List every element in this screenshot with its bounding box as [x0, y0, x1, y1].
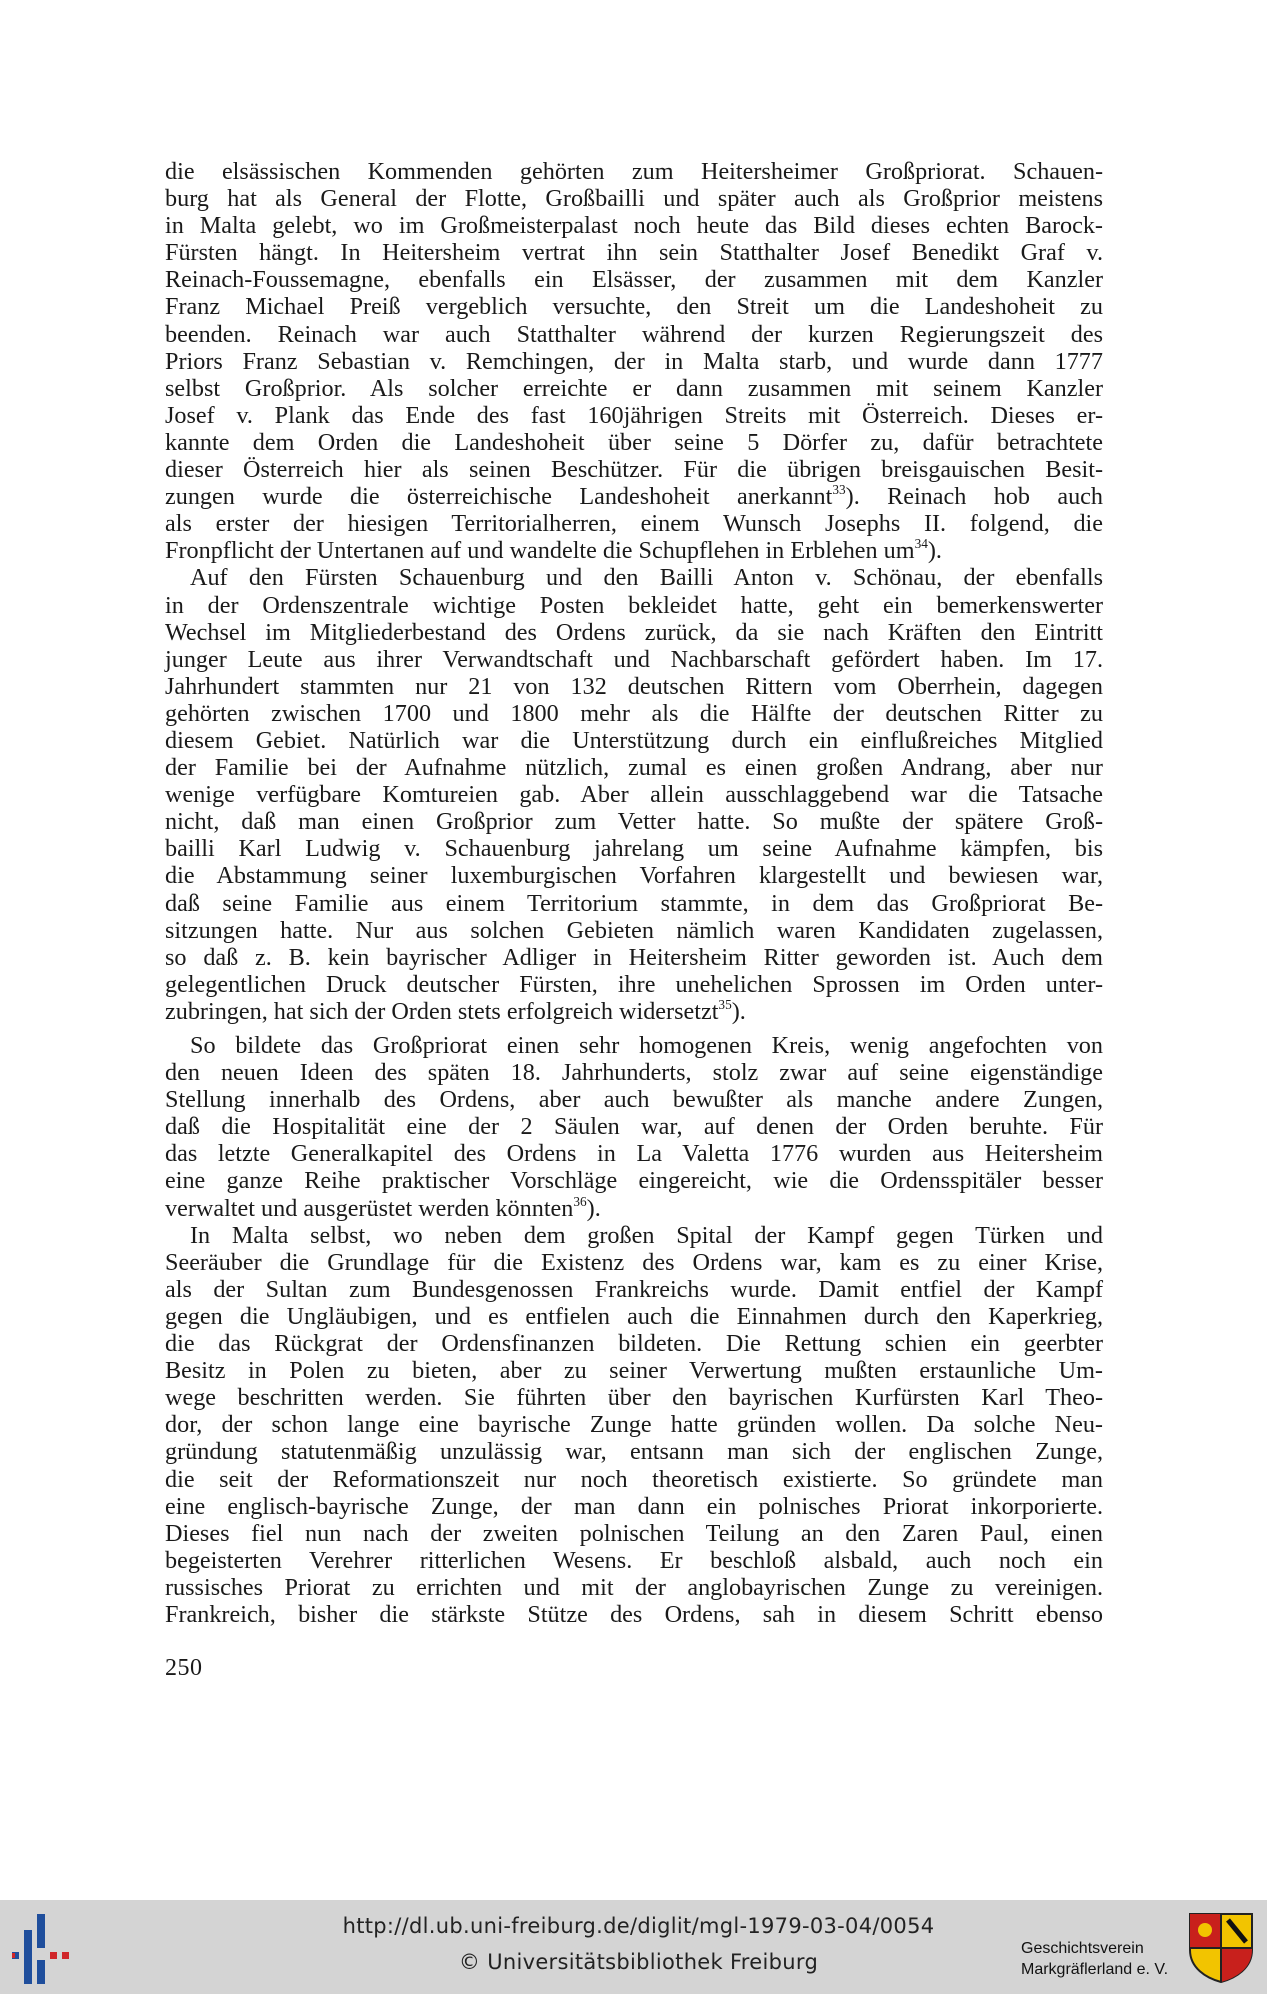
text-line [165, 429, 1103, 456]
line-text: Reinach-Foussemagne, ebenfalls ein Elsässer, der zusammen mit dem Kanzler [165, 266, 1103, 294]
text-line [165, 862, 1103, 889]
line-text: Auf den Fürsten Schauenburg und den Bailli Anton v. Schönau, der ebenfalls [190, 564, 1103, 592]
line-text: verwaltet und ausgerüstet werden könnten [165, 1194, 574, 1222]
text-line [165, 293, 1103, 320]
source-url[interactable]: http://dl.ub.uni-freiburg.de/diglit/mgl-1979-03-04/0054 [342, 1914, 935, 1938]
text-line [165, 1411, 1103, 1438]
text-line [165, 619, 1103, 646]
line-text: gegen die Ungläubigen, und es entfielen auch die Einnahmen durch den Kaperkrieg, [165, 1302, 1103, 1330]
line-text-after: ). [586, 1194, 601, 1222]
line-text: beenden. Reinach war auch Statthalter während der kurzen Regierungszeit des [165, 320, 1103, 348]
line-text: daß seine Familie aus einem Territorium stammte, in dem das Großpriorat Be- [165, 889, 1103, 917]
text-line [165, 1032, 1103, 1059]
text-line [165, 1249, 1103, 1276]
text-line [165, 1276, 1103, 1303]
line-text: Fronpflicht der Untertanen auf und wandelte die Schupflehen in Erblehen um [165, 537, 915, 565]
footer-bar [0, 1900, 1267, 1994]
footnote-ref: 36 [573, 1193, 587, 1209]
text-line [165, 212, 1103, 239]
text-line [165, 1330, 1103, 1357]
line-text: So bildete das Großpriorat einen sehr homogenen Kreis, wenig angefochten von [190, 1032, 1103, 1059]
text-line [165, 835, 1103, 862]
text-line [165, 1520, 1103, 1547]
line-text: In Malta selbst, wo neben dem großen Spital der Kampf gegen Türken und [190, 1221, 1103, 1249]
line-text: begeisterten Verehrer ritterlichen Wesens. Er beschloß alsbald, auch noch ein [165, 1546, 1103, 1574]
line-text-after: ). [731, 997, 746, 1025]
line-text: bailli Karl Ludwig v. Schauenburg jahrelang um seine Aufnahme kämpfen, bis [165, 835, 1103, 863]
text-line [165, 402, 1103, 429]
text-line [165, 185, 1103, 212]
text-line [165, 1574, 1103, 1601]
line-text: wege beschritten werden. Sie führten über den bayrischen Kurfürsten Karl Theo- [165, 1384, 1103, 1412]
line-text: Stellung innerhalb des Ordens, aber auch bewußter als manche andere Zungen, [165, 1086, 1103, 1114]
text-line [165, 808, 1103, 835]
coat-of-arms-icon [1188, 1912, 1254, 1984]
text-line [165, 1547, 1103, 1574]
line-text: in der Ordenszentrale wichtige Posten bekleidet hatte, geht ein bemerkenswerter [165, 591, 1103, 619]
text-line [165, 673, 1103, 700]
text-line [165, 1493, 1103, 1520]
line-text: diesem Gebiet. Natürlich war die Unterstützung durch ein einflußreiches Mitglied [165, 726, 1103, 754]
line-text: als der Sultan zum Bundesgenossen Frankreichs wurde. Damit entfiel der Kampf [165, 1275, 1103, 1303]
text-line [165, 592, 1103, 619]
copyright-notice: © Universitätsbibliothek Freiburg [458, 1950, 819, 1974]
line-text: selbst Großprior. Als solcher erreichte er dann zusammen mit seinem Kanzler [165, 374, 1103, 402]
text-line [165, 998, 1103, 1025]
footnote-ref: 35 [718, 996, 732, 1012]
line-text: zungen wurde die österreichische Landeshoheit anerkannt [165, 483, 833, 511]
text-line [165, 1303, 1103, 1330]
text-line [165, 971, 1103, 998]
body-text [165, 158, 1103, 1628]
text-line [165, 483, 1103, 510]
line-text: zubringen, hat sich der Orden stets erfolgreich widersetzt [165, 997, 719, 1025]
line-text: Priors Franz Sebastian v. Remchingen, der in Malta starb, und wurde dann 1777 [165, 347, 1103, 375]
text-line [165, 727, 1103, 754]
text-line [165, 348, 1103, 375]
text-line [165, 754, 1103, 781]
line-text: Josef v. Plank das Ende des fast 160jährigen Streits mit Österreich. Dieses er- [165, 401, 1103, 429]
text-line [165, 1167, 1103, 1194]
line-text: daß die Hospitalität eine der 2 Säulen war, auf denen der Orden beruhte. Für [165, 1113, 1103, 1141]
text-line [165, 1222, 1103, 1249]
text-line [165, 1466, 1103, 1493]
text-line [165, 1086, 1103, 1113]
text-line [165, 1140, 1103, 1167]
text-line [165, 1384, 1103, 1411]
line-text: nicht, daß man einen Großprior zum Vetter hatte. So mußte der spätere Groß- [165, 808, 1103, 836]
line-text: die seit der Reformationszeit nur noch theoretisch existierte. So gründete man [165, 1465, 1103, 1493]
line-text: wenige verfügbare Komtureien gab. Aber allein ausschlaggebend war die Tatsache [165, 781, 1103, 809]
text-line [165, 1059, 1103, 1086]
line-text: Besitz in Polen zu bieten, aber zu seiner Verwertung mußten erstaunliche Um- [165, 1357, 1103, 1385]
line-text: Dieses fiel nun nach der zweiten polnischen Teilung an den Zaren Paul, einen [165, 1519, 1103, 1547]
text-line [165, 456, 1103, 483]
line-text: die Abstammung seiner luxemburgischen Vorfahren klargestellt und bewiesen war, [165, 862, 1103, 890]
line-text: russisches Priorat zu errichten und mit der anglobayrischen Zunge zu vereinigen. [165, 1573, 1103, 1601]
line-text: als erster der hiesigen Territorialherren, einem Wunsch Josephs II. folgend, die [165, 510, 1103, 538]
text-line [165, 1357, 1103, 1384]
text-line [165, 375, 1103, 402]
line-text: junger Leute aus ihrer Verwandtschaft und Nachbarschaft gefördert haben. Im 17. [165, 645, 1103, 673]
line-text: in Malta gelebt, wo im Großmeisterpalast noch heute das Bild dieses echten Barock- [165, 212, 1103, 240]
line-text: Seeräuber die Grundlage für die Existenz des Ordens war, kam es zu einer Krise, [165, 1248, 1103, 1276]
line-text: sitzungen hatte. Nur aus solchen Gebieten nämlich waren Kandidaten zugelassen, [165, 916, 1103, 944]
line-text: kannte dem Orden die Landeshoheit über seine 5 Dörfer zu, dafür betrachtete [165, 428, 1103, 456]
text-line [165, 1113, 1103, 1140]
text-line [165, 1601, 1103, 1628]
line-text-after: ). Reinach hob auch [845, 483, 1103, 511]
line-text: eine ganze Reihe praktischer Vorschläge eingereicht, wie die Ordensspitäler besser [165, 1167, 1103, 1195]
line-text: die das Rückgrat der Ordensfinanzen bildeten. Die Rettung schien ein geerbter [165, 1330, 1103, 1358]
text-line [165, 537, 1103, 564]
society-name [1021, 1938, 1168, 1980]
line-text: eine englisch-bayrische Zunge, der man dann ein polnisches Priorat inkorporierte. [165, 1492, 1103, 1520]
text-line [165, 1195, 1103, 1222]
text-line [165, 1438, 1103, 1465]
line-text: gehörten zwischen 1700 und 1800 mehr als die Hälfte der deutschen Ritter zu [165, 699, 1103, 727]
text-line [165, 510, 1103, 537]
line-text: Wechsel im Mitgliederbestand des Ordens zurück, da sie nach Kräften den Eintritt [165, 618, 1103, 646]
line-text: Jahrhundert stammten nur 21 von 132 deutschen Rittern vom Oberrhein, dagegen [165, 672, 1103, 700]
line-text: Fürsten hängt. In Heitersheim vertrat ihn sein Statthalter Josef Benedikt Graf v. [165, 239, 1103, 267]
text-line [165, 917, 1103, 944]
line-text: das letzte Generalkapitel des Ordens in La Valetta 1776 wurden aus Heitersheim [165, 1140, 1103, 1168]
line-text: dor, der schon lange eine bayrische Zunge hatte gründen wollen. Da solche Neu- [165, 1411, 1103, 1439]
text-line [165, 321, 1103, 348]
line-text: gründung statutenmäßig unzulässig war, entsann man sich der englischen Zunge, [165, 1438, 1103, 1466]
text-line [165, 700, 1103, 727]
text-line [165, 158, 1103, 185]
line-text: dieser Österreich hier als seinen Beschützer. Für die übrigen breisgauischen Besit- [165, 456, 1103, 484]
text-line [165, 564, 1103, 591]
text-line [165, 266, 1103, 293]
line-text: der Familie bei der Aufnahme nützlich, zumal es einen großen Andrang, aber nur [165, 754, 1103, 782]
line-text: den neuen Ideen des späten 18. Jahrhunderts, stolz zwar auf seine eigenständige [165, 1059, 1103, 1087]
text-line [165, 239, 1103, 266]
footnote-ref: 34 [914, 536, 928, 552]
text-line [165, 646, 1103, 673]
text-line [165, 944, 1103, 971]
society-name-line2: Markgräflerland e. V. [1021, 1961, 1169, 1978]
page-number: 250 [165, 1655, 203, 1681]
line-text: Frankreich, bisher die stärkste Stütze des Ordens, sah in diesem Schritt ebenso [165, 1600, 1103, 1628]
line-text-after: ). [927, 537, 942, 565]
line-text: die elsässischen Kommenden gehörten zum Heitersheimer Großpriorat. Schauen- [165, 158, 1103, 185]
footnote-ref: 33 [832, 482, 846, 498]
line-text: Franz Michael Preiß vergeblich versuchte, den Streit um die Landeshoheit zu [165, 293, 1103, 321]
line-text: burg hat als General der Flotte, Großbailli und später auch als Großprior meistens [165, 185, 1103, 213]
line-text: gelegentlichen Druck deutscher Fürsten, ihre unehelichen Sprossen im Orden unter- [165, 970, 1103, 998]
text-line [165, 781, 1103, 808]
text-line [165, 890, 1103, 917]
society-name-line1: Geschichtsverein [1021, 1940, 1144, 1957]
line-text: so daß z. B. kein bayrischer Adliger in Heitersheim Ritter geworden ist. Auch dem [165, 943, 1103, 971]
